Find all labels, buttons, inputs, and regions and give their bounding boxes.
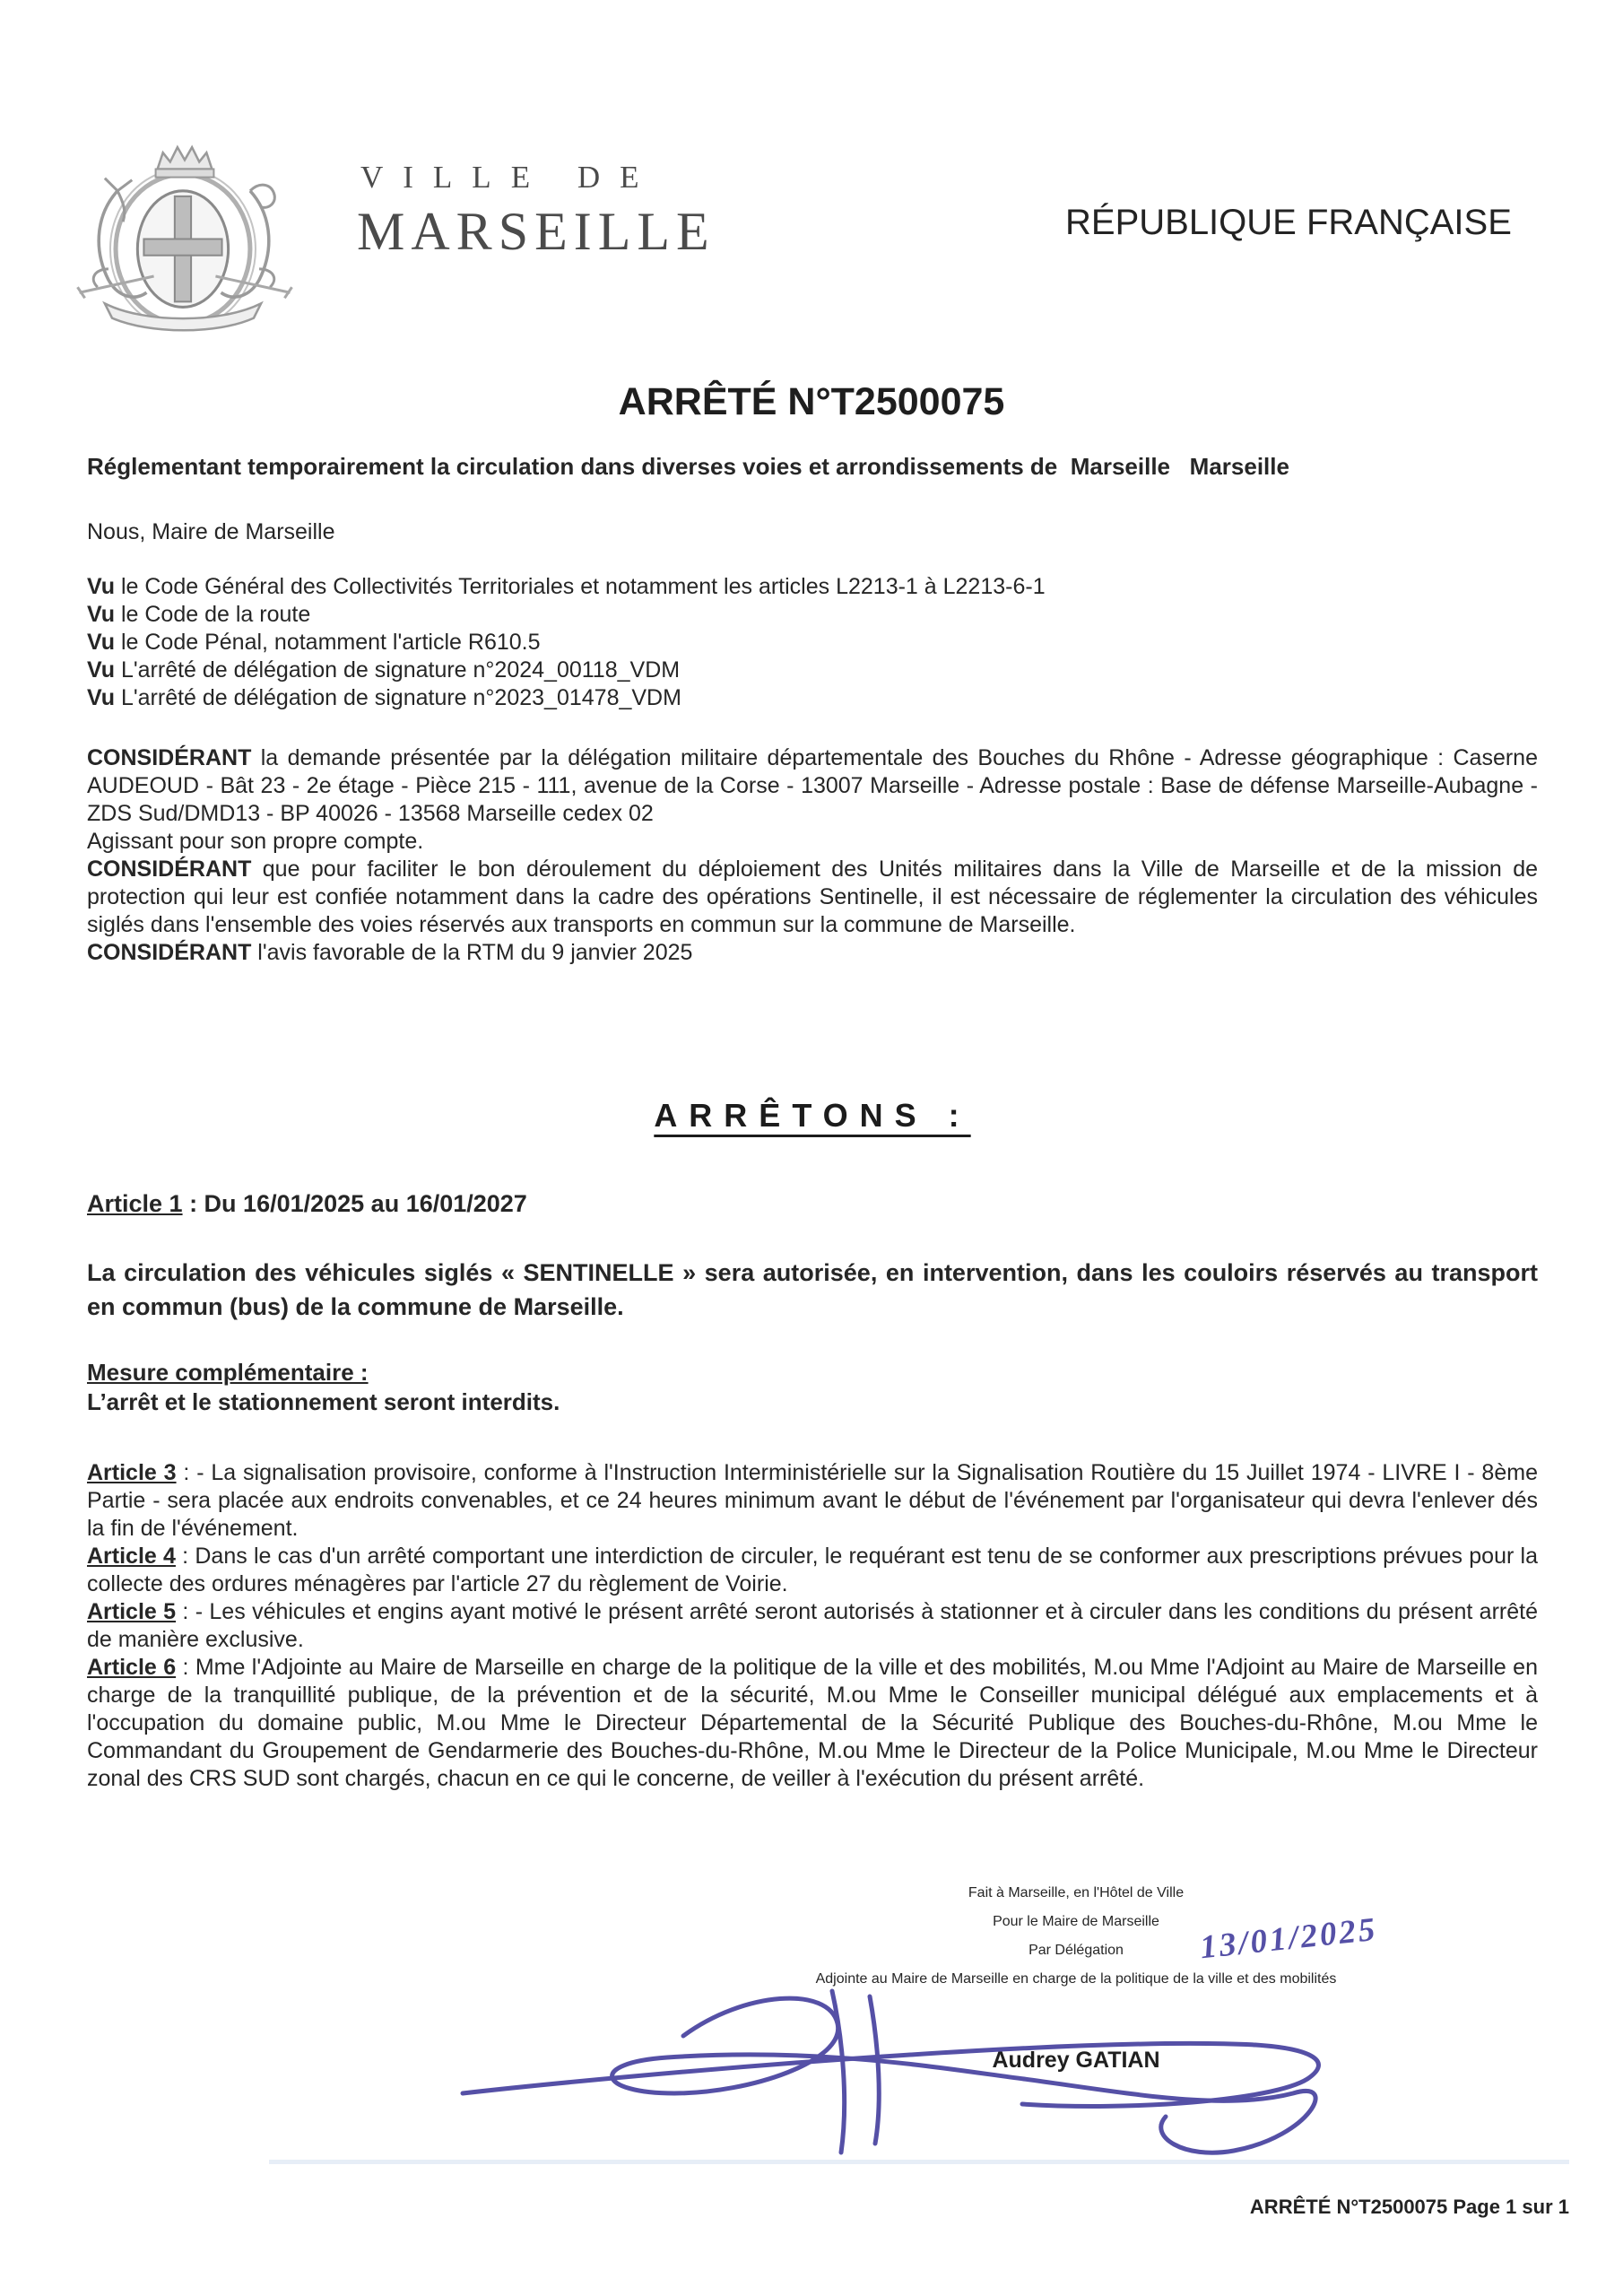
mesure-text: L’arrêt et le stationnement seront interdits. <box>87 1388 560 1415</box>
document-subtitle: Réglementant temporairement la circulation dans diverses voies et arrondissements de Marseille Marseille <box>87 453 1289 480</box>
page-footer: ARRÊTÉ N°T2500075 Page 1 sur 1 <box>1249 2196 1569 2218</box>
article-paragraph: Article 6 : Mme l'Adjointe au Maire de Marseille en charge de la politique de la ville et des mobilités, M.ou Mme l'Adjoint au Maire de Marseille en charge de la tranquillité publique, de la prévention et de la sécurité, M.ou Mme le Conseiller municipal délégué aux emplacements et à l'occupation du domaine public, M.ou Mme le Directeur Départemental de la Sécurité Publique des Bouches-du-Rhône, M.ou Mme le Commandant du Groupement de Gendarmerie des Bouches-du-Rhône, M.ou Mme le Directeur de la Police Municipale, M.ou Mme le Directeur zonal des CRS SUD sont chargés, chacun en ce qui le concerne, de veiller à l'exécution du présent arrêté. <box>87 1655 1538 1791</box>
articles-section <box>87 1459 1538 1793</box>
vu-line: Vu le Code Pénal, notamment l'article R610.5 <box>87 630 541 655</box>
vu-line: Vu le Code Général des Collectivités Territoriales et notamment les articles L2213-1 à L2213-6-1 <box>87 574 1046 599</box>
signature-for-line: Pour le Maire de Marseille <box>993 1914 1159 1929</box>
vu-section <box>87 573 1538 712</box>
considerant-paragraph: CONSIDÉRANT la demande présentée par la délégation militaire départementale des Bouches du Rhône - Adresse géographique : Caserne AUDEOUD - Bât 23 - 2e étage - Pièce 215 - 111, avenue de la Corse - 13007 Marseille - Adresse postale : Base de défense Marseille-Aubagne - ZDS Sud/DMD13 - BP 40026 - 13568 Marseille cedex 02 <box>87 745 1538 826</box>
city-wordmark-line1: VILLE DE <box>360 160 659 195</box>
document-body <box>87 453 1538 1793</box>
article-1-line: Article 1 : Du 16/01/2025 au 16/01/2027 <box>87 1190 527 1217</box>
signature-delegation-line: Par Délégation <box>1028 1943 1124 1958</box>
decision-paragraph: La circulation des véhicules siglés « SENTINELLE » sera autorisée, en intervention, dans les couloirs réservés au transport en commun (bus) de la commune de Marseille. <box>87 1259 1538 1320</box>
arretons-heading: ARRÊTONS : <box>654 1097 971 1134</box>
considerant-section <box>87 744 1538 967</box>
marseille-coat-of-arms-icon <box>65 133 305 346</box>
article-paragraph: Article 5 : - Les véhicules et engins ayant motivé le présent arrêté seront autorisés à stationner et à circuler dans les conditions du présent arrêté de manière exclusive. <box>87 1599 1538 1652</box>
mesure-section <box>87 1358 1538 1417</box>
signatory-name: Audrey GATIAN <box>992 2048 1160 2073</box>
vu-line: Vu L'arrêté de délégation de signature n°2024_00118_VDM <box>87 657 681 683</box>
document-title: ARRÊTÉ N°T2500075 <box>618 380 1005 423</box>
signature-block <box>628 1879 1524 1994</box>
vu-line: Vu L'arrêté de délégation de signature n°2023_01478_VDM <box>87 685 681 710</box>
considerant-paragraph: Agissant pour son propre compte. <box>87 829 424 854</box>
city-wordmark <box>357 160 716 263</box>
scan-artifact-line <box>269 2160 1569 2164</box>
mesure-heading: Mesure complémentaire : <box>87 1359 369 1386</box>
considerant-paragraph: CONSIDÉRANT que pour faciliter le bon déroulement du déploiement des Unités militaires dans la Ville de Marseille et de la mission de protection qui leur est confiée notamment dans la cadre des opérations Sentinelle, il est nécessaire de réglementer la circulation des véhicules siglés dans l'ensemble des voies réservés aux transports en commun sur la commune de Marseille. <box>87 857 1538 937</box>
handwritten-date: 13/01/2025 <box>1198 1910 1380 1967</box>
intro-line: Nous, Maire de Marseille <box>87 519 335 544</box>
handwritten-signature <box>448 1984 1363 2172</box>
considerant-paragraph: CONSIDÉRANT l'avis favorable de la RTM du 9 janvier 2025 <box>87 940 693 965</box>
city-wordmark-line2: MARSEILLE <box>357 202 716 261</box>
signature-role-line: Adjointe au Maire de Marseille en charge de la politique de la ville et des mobilités <box>815 1971 1337 1987</box>
republic-heading: RÉPUBLIQUE FRANÇAISE <box>1065 203 1512 242</box>
signature-place-line: Fait à Marseille, en l'Hôtel de Ville <box>968 1885 1185 1900</box>
article-paragraph: Article 4 : Dans le cas d'un arrêté comportant une interdiction de circuler, le requérant est tenu de se conformer aux prescriptions prévues pour la collecte des ordures ménagères par l'article 27 du règlement de Voirie. <box>87 1544 1538 1596</box>
article-paragraph: Article 3 : - La signalisation provisoire, conforme à l'Instruction Interministérielle sur la Signalisation Routière du 15 Juillet 1974 - LIVRE I - 8ème Partie - sera placée aux endroits convenables, et ce 24 heures minimum avant le début de l'événement par l'organisateur qui devra l'enlever dés la fin de l'événement. <box>87 1460 1538 1541</box>
vu-line: Vu le Code de la route <box>87 602 311 627</box>
